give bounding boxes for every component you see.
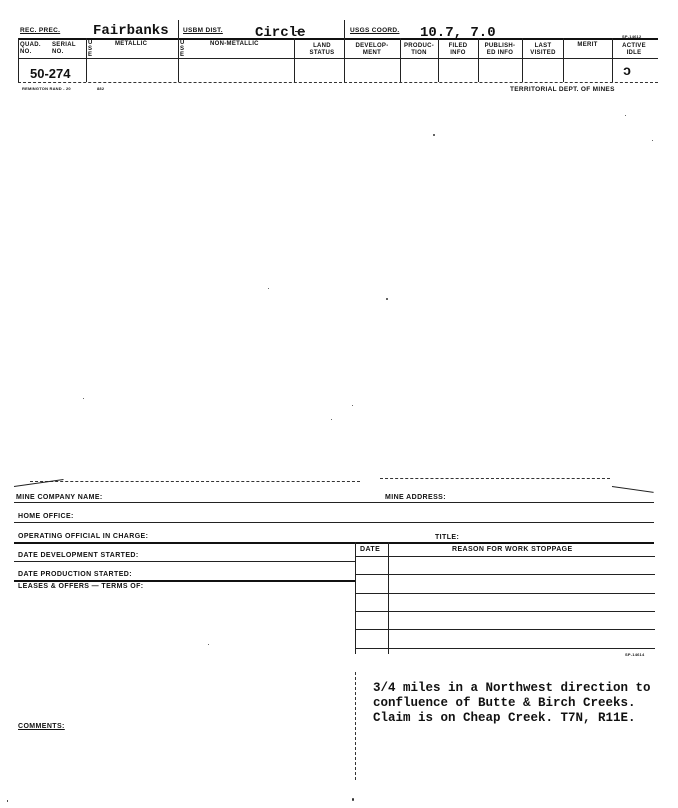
comments-divider: [355, 672, 356, 780]
date-column-header: DATE: [360, 546, 381, 553]
printer-label: REMINGTON RAND - 20: [22, 86, 71, 91]
metallic-header: METALLIC: [115, 41, 148, 47]
mine-address-label: MINE ADDRESS:: [385, 494, 446, 501]
scan-speck: [433, 134, 435, 136]
form-number-bottom: SP-14614: [625, 652, 645, 657]
col-divider: [612, 38, 613, 82]
usgs-coord-label: USGS COORD.: [350, 27, 400, 34]
date-development-label: DATE DEVELOPMENT STARTED:: [18, 552, 139, 559]
scan-speck: [352, 405, 353, 406]
card-bottom-rule: [18, 82, 658, 83]
rule-official: [14, 542, 654, 544]
use-letters-2: USE: [180, 40, 185, 58]
col-divider: [86, 38, 87, 82]
department-label: TERRITORIAL DEPT. OF MINES: [510, 86, 615, 93]
rule-company: [14, 502, 654, 503]
form-number-top: SP-14612: [622, 34, 642, 39]
usbm-dist-label: USBM DIST.: [183, 27, 223, 34]
scan-speck: [7, 800, 8, 802]
col-divider: [294, 38, 295, 82]
mine-company-label: MINE COMPANY NAME:: [16, 494, 103, 501]
operating-official-label: OPERATING OFFICIAL IN CHARGE:: [18, 533, 149, 540]
scan-speck: [625, 115, 626, 116]
last-visited-header: LAST VISITED: [530, 43, 556, 56]
rule-home-office: [14, 522, 654, 523]
scan-speck: [83, 398, 84, 399]
table-left-edge: [355, 542, 356, 654]
scan-speck: [268, 288, 269, 289]
col-divider: [522, 38, 523, 82]
scan-speck: [652, 140, 653, 141]
col-divider: [400, 38, 401, 82]
non-metallic-header: NON-METALLIC: [210, 41, 259, 47]
serial-no-header: SERIAL NO.: [52, 42, 76, 55]
rec-prec-label: REC. PREC.: [20, 27, 61, 34]
col-divider: [18, 38, 19, 82]
rule-date-dev: [14, 561, 355, 562]
printer-number: 882: [97, 86, 105, 91]
table-row-rule: [355, 611, 655, 612]
quad-no-value: 50-274: [30, 66, 71, 81]
production-header: PRODUC- TION: [403, 43, 435, 56]
usgs-coord-value: 10.7, 7.0: [420, 25, 496, 41]
quad-no-header: QUAD. NO.: [20, 42, 41, 55]
table-row-rule: [355, 574, 655, 575]
card-top-edge: [30, 481, 360, 482]
comment-line: confluence of Butte & Birch Creeks.: [373, 696, 636, 710]
scan-speck: [386, 298, 388, 300]
comment-line: Claim is on Cheap Creek. T7N, R11E.: [373, 711, 636, 725]
rec-prec-value: Fairbanks: [93, 23, 169, 39]
filed-info-header: FILED INFO: [448, 43, 468, 56]
column-header-rule: [18, 58, 658, 59]
card-top-edge: [612, 486, 654, 493]
scan-speck: [208, 644, 209, 645]
col-divider: [563, 38, 564, 82]
comment-line: 3/4 miles in a Northwest direction to: [373, 681, 651, 695]
published-info-header: PUBLISH- ED INFO: [484, 43, 516, 56]
home-office-label: HOME OFFICE:: [18, 513, 74, 520]
col-divider: [344, 20, 345, 82]
leases-offers-label: LEASES & OFFERS — TERMS OF:: [18, 583, 144, 590]
table-row-rule: [355, 556, 655, 557]
title-label: TITLE:: [435, 534, 460, 541]
dist-tick: [295, 31, 305, 32]
development-header: DEVELOP- MENT: [355, 43, 389, 56]
scan-speck: [352, 798, 354, 801]
table-row-rule: [355, 593, 655, 594]
use-letters-1: USE: [88, 40, 93, 58]
table-row-rule: [355, 648, 655, 649]
active-idle-header: ACTIVE IDLE: [622, 43, 646, 56]
comments-label: COMMENTS:: [18, 723, 65, 730]
land-status-header: LAND STATUS: [309, 43, 335, 56]
col-divider: [178, 20, 179, 82]
scan-speck: [331, 419, 332, 420]
header-rule: [18, 38, 658, 40]
merit-header: MERIT: [577, 42, 598, 48]
reason-column-header: REASON FOR WORK STOPPAGE: [452, 546, 573, 553]
col-divider: [438, 38, 439, 82]
col-divider: [478, 38, 479, 82]
card-top-edge: [380, 478, 610, 479]
rule-date-prod: [14, 580, 355, 582]
date-production-label: DATE PRODUCTION STARTED:: [18, 571, 132, 578]
active-idle-mark: ɔ: [620, 64, 632, 80]
usbm-dist-value: Circle: [255, 25, 306, 41]
table-date-divider: [388, 542, 389, 654]
table-row-rule: [355, 629, 655, 630]
